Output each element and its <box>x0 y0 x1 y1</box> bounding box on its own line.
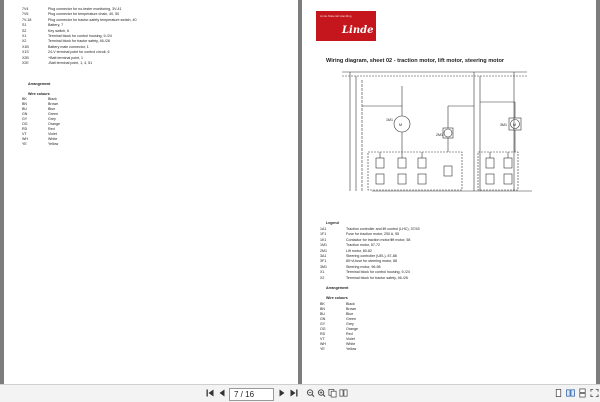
next-page-icon <box>277 388 287 398</box>
wire-colour-entry-text: Grey <box>48 117 56 121</box>
legend-entry-code: 1A1 <box>320 227 327 231</box>
zoom-out-icon[interactable] <box>306 388 315 398</box>
wire-colour-entry-code: VT <box>320 337 325 341</box>
wire-colour-entry-text: Brown <box>48 102 59 106</box>
component-entry-code: X1 <box>22 34 27 38</box>
legend-entry-code: 3A1 <box>320 254 327 258</box>
legend-entry-code: 1K1 <box>320 237 327 242</box>
legend-entry-code: 3M1 <box>320 264 327 269</box>
logo-caption: Linde Material Handling <box>320 14 352 18</box>
legend-entry-text: Contactor for traction motor/lift motor, 58 <box>346 237 411 242</box>
component-entry-code: 7V4 <box>22 7 29 11</box>
wire-colour-entry-code: WH <box>22 137 28 141</box>
wire-colour-entry-code: BK <box>22 97 27 101</box>
wire-colour-entry <box>320 307 356 312</box>
continuous-view-icon[interactable] <box>578 388 587 398</box>
switch-element <box>486 158 494 168</box>
switch-element <box>418 158 426 168</box>
legend-entry <box>320 270 410 275</box>
fullscreen-icon[interactable] <box>590 388 599 398</box>
wire-colours-heading: Wire colours <box>326 296 348 300</box>
component-entry-code: 7V-18 <box>22 17 32 22</box>
wire-colour-entry-text: Red <box>346 332 353 336</box>
motor-1m1-label: 1M1 <box>386 118 393 122</box>
component-entry-text: 24-V terminal point for control circuit, 6 <box>48 50 110 55</box>
component-entry <box>22 45 89 50</box>
wire-colour-entry <box>320 322 354 327</box>
switch-element <box>504 174 512 184</box>
wire-colour-entry-code: BN <box>22 102 27 106</box>
legend-entry-code: X1 <box>320 270 325 275</box>
component-entry-text: Battery, 7 <box>48 23 64 28</box>
switch-element <box>376 174 384 184</box>
lift-motor-box <box>443 128 453 138</box>
sheet-title: Wiring diagram, sheet 02 - traction motor, lift motor, steering motor <box>326 58 505 64</box>
wire-colour-entry <box>22 117 56 122</box>
wire-colour-list <box>320 302 440 352</box>
switch-element <box>486 174 494 184</box>
component-entry-code: X1S <box>22 50 29 55</box>
wire-colour-entry <box>320 332 353 337</box>
wire-colours-heading: Wire colours <box>28 92 50 96</box>
wire-colour-entry-text: Violet <box>48 132 57 136</box>
wire-colour-entry-text: Red <box>48 127 55 131</box>
motor-1m1-letter: M <box>399 123 402 127</box>
wire-colour-entry-text: Brown <box>346 307 357 311</box>
wire-colour-entry <box>320 337 355 342</box>
component-entry <box>22 18 137 23</box>
wire-colour-entry-text: Black <box>48 97 57 101</box>
component-entry <box>22 23 63 28</box>
viewer-toolbar <box>0 384 600 402</box>
last-page-icon <box>289 388 299 398</box>
wire-colour-entry-text: Blue <box>48 107 56 111</box>
legend-entry-code: 2M1 <box>320 248 327 253</box>
previous-page-button[interactable] <box>217 388 227 399</box>
legend-list <box>320 227 520 280</box>
switch-element <box>444 166 452 176</box>
logo-wordmark: Linde <box>342 25 374 36</box>
legend-entry <box>320 254 397 259</box>
legend-entry-text: Steering controller (UEL), 87-88 <box>346 254 397 258</box>
component-entry <box>22 56 83 61</box>
wiring-diagram <box>302 66 596 216</box>
wire-colour-entry-text: Orange <box>48 122 60 126</box>
wire-colour-entry-text: Green <box>48 112 58 116</box>
motor-3m1-letter: M <box>513 123 516 127</box>
wire-colour-entry-text: Green <box>346 317 356 321</box>
document-page-right <box>302 0 596 384</box>
wire-colour-entry <box>22 127 55 132</box>
component-entry <box>22 12 119 17</box>
switch-element <box>504 158 512 168</box>
legend-entry-text: Terminal block for control housing, 9-/24 <box>346 270 410 275</box>
wire-colour-entry-text: White <box>346 342 356 346</box>
legend-entry-code: X2 <box>320 275 325 280</box>
wire-colour-entry-code: GN <box>22 112 28 116</box>
wire-colour-entry-code: VT <box>22 132 27 136</box>
component-entry-code: X2 <box>22 39 27 44</box>
component-entry <box>22 61 92 66</box>
last-page-button[interactable] <box>289 388 299 399</box>
component-entry-text: Plug connector for temperature chain, 40, 50 <box>48 12 120 17</box>
wire-colour-entry-code: GY <box>22 117 28 121</box>
linde-logo <box>316 11 376 41</box>
component-entry-code: S2 <box>22 28 27 33</box>
wire-colour-entry-code: GN <box>320 317 326 321</box>
legend-entry <box>320 232 399 237</box>
document-page-left <box>4 0 298 384</box>
legend-entry-text: Fuse for traction motor, 250 A, 55 <box>346 232 400 237</box>
wire-colour-list <box>22 97 142 147</box>
wire-colour-entry-text: Yellow <box>48 142 59 146</box>
next-page-button[interactable] <box>277 388 287 399</box>
wire-colour-entry-code: RD <box>22 127 28 131</box>
wire-colour-entry-code: GY <box>320 322 326 326</box>
legend-entry-text: Traction controller and lift control (LHC), 37/43 <box>346 227 420 231</box>
wire-colour-entry <box>320 302 355 307</box>
wire-colour-entry <box>22 137 57 142</box>
component-entry-code: X1B <box>22 44 29 49</box>
arrangement-heading: Arrangement <box>28 82 51 86</box>
wire-colour-entry <box>22 132 57 137</box>
wire-colour-entry-code: BK <box>320 302 325 306</box>
wire-colour-entry-text: Violet <box>346 337 355 341</box>
two-page-view-icon[interactable] <box>566 388 575 398</box>
wire-colour-entry-text: Grey <box>346 322 354 326</box>
controller-1a1-frame <box>368 152 462 190</box>
wire-colour-entry-text: Black <box>346 302 355 306</box>
wire-colour-entry-code: BU <box>320 312 325 316</box>
legend-entry <box>320 227 420 232</box>
wire-colour-entry-text: Yellow <box>346 347 357 351</box>
wire-colour-entry <box>22 102 58 107</box>
switch-element <box>418 174 426 184</box>
legend-entry-text: Traction motor, 57-72 <box>346 243 381 248</box>
legend-entry-code: 1F1 <box>320 232 327 237</box>
component-entry <box>22 39 110 44</box>
wire-colour-entry-code: OG <box>320 327 326 331</box>
legend-entry <box>320 265 381 270</box>
legend-entry-code: 3F1 <box>320 259 327 264</box>
page-number-input[interactable] <box>229 388 274 401</box>
legend-entry <box>320 259 397 264</box>
component-entry <box>22 7 122 12</box>
page-indicator-text: 7 / 16 <box>234 390 255 399</box>
component-entry-text: Key switch, 6 <box>48 28 70 33</box>
wire-colour-entry <box>320 342 355 347</box>
component-entry <box>22 34 112 39</box>
component-entry-text: Terminal block for control housing, 9-/24 <box>48 34 112 38</box>
wire-colour-entry-code: BN <box>320 307 325 311</box>
component-entry-text: +Batt terminal point, 1 <box>48 55 84 60</box>
legend-entry <box>320 243 380 248</box>
component-entry <box>22 29 69 34</box>
motor-3m1-label: 3M1 <box>500 123 507 127</box>
component-entry <box>22 50 110 55</box>
zoom-in-icon[interactable] <box>317 388 326 398</box>
wire-colour-entry <box>22 107 55 112</box>
component-entry-text: Plug connector for tractor-safety temperature switch, 40 <box>48 17 137 22</box>
wire-colour-entry <box>320 312 353 317</box>
wire-colour-entry <box>22 97 57 102</box>
wire-colour-entry-code: YE <box>320 347 325 351</box>
wire-colour-entry-text: Blue <box>346 312 354 316</box>
wire-colour-entry <box>320 347 356 352</box>
wire-colour-entry <box>320 327 358 332</box>
wire-colour-entry-code: RD <box>320 332 326 336</box>
legend-entry <box>320 276 408 281</box>
first-page-icon <box>205 388 215 398</box>
legend-entry <box>320 249 372 254</box>
traction-motor-symbol <box>394 116 410 132</box>
component-entry-text: Terminal block for tractor safety, 46-/26 <box>48 39 110 44</box>
wire-colour-entry <box>22 112 58 117</box>
component-entry-code: X2B <box>22 55 29 60</box>
legend-entry-text: Steering motor, 96-98 <box>346 264 381 269</box>
component-entry-text: -Batt terminal point, 1, 4, 51 <box>48 61 93 65</box>
wire-colour-entry <box>320 317 356 322</box>
switch-element <box>398 174 406 184</box>
legend-entry-code: 1M1 <box>320 243 327 248</box>
legend-entry-text: Lift motor, 80-82 <box>346 248 372 253</box>
switch-element <box>376 158 384 168</box>
first-page-button[interactable] <box>205 388 215 399</box>
motor-2m1-label: 2M1 <box>436 133 443 137</box>
wire-colour-entry-code: BU <box>22 107 27 111</box>
controller-3a1-frame <box>478 152 518 190</box>
wire-colour-entry <box>22 142 58 147</box>
switch-element <box>398 158 406 168</box>
wire-colour-entry <box>22 122 60 127</box>
component-entry-text: Plug connector for no-tester monitoring, 3V-41 <box>48 7 122 11</box>
component-entry-code: S1 <box>22 23 27 28</box>
component-list <box>22 7 222 67</box>
arrangement-heading: Arrangement <box>326 286 349 290</box>
wire-colour-entry-code: YE <box>22 142 27 146</box>
component-entry-code: X2E <box>22 61 29 65</box>
legend-entry <box>320 238 410 243</box>
component-entry-code: 7V5 <box>22 12 29 17</box>
pages-icon[interactable] <box>339 388 348 398</box>
wire-colour-entry-code: WH <box>320 342 326 346</box>
component-entry-text: Battery male connector, 1 <box>48 44 89 49</box>
lift-motor-symbol <box>444 129 452 137</box>
wire-colour-entry-text: White <box>48 137 58 141</box>
wire-colour-entry-code: OG <box>22 122 28 126</box>
wire-colour-entry-text: Orange <box>346 327 358 331</box>
previous-page-icon <box>217 388 227 398</box>
copy-icon[interactable] <box>328 388 337 398</box>
single-page-view-icon[interactable] <box>554 388 563 398</box>
legend-heading: Legend <box>326 221 339 225</box>
legend-entry-text: 80+A fuse for steering motor, 88 <box>346 259 398 264</box>
legend-entry-text: Terminal block for tractor safety, 46-/26 <box>346 275 408 280</box>
